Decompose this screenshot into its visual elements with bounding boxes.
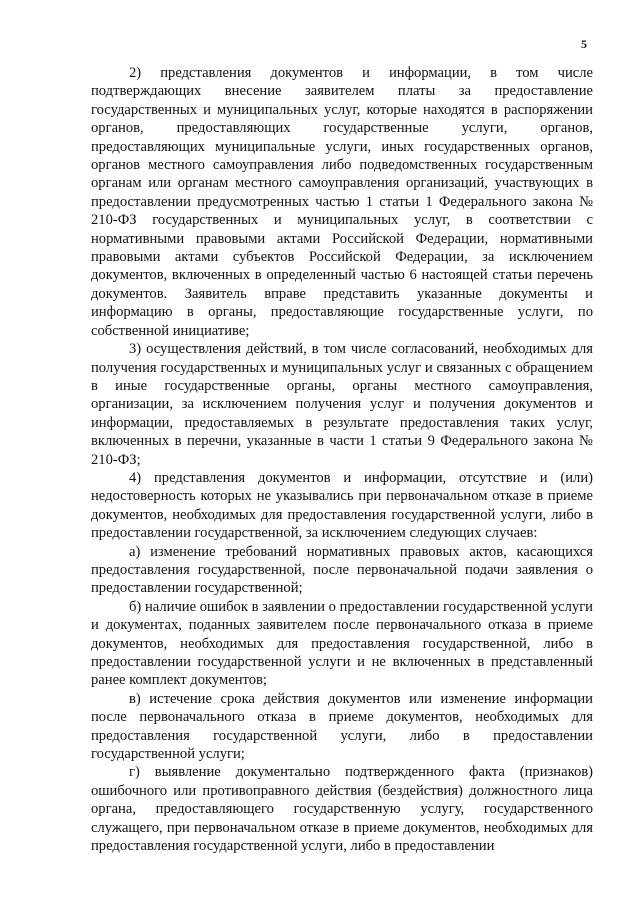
- paragraph-subitem-g: г) выявление документально подтвержденного факта (признаков) ошибочного или противоправного действия (бездействия) должностного лица органа, предоставляющего государственную услугу, государственного служащего, при первоначальном отказе в приеме документов, необходимых для предоставления государственной услуги, либо в предоставлении: [91, 764, 593, 855]
- paragraph-subitem-b: б) наличие ошибок в заявлении о предоставлении государственной услуги и документах, поданных заявителем после первоначального отказа в приеме документов, необходимых для предоставления государственной, либо в предоставлении государственной услуги и не включенных в представленный ранее комплект документов;: [91, 598, 593, 689]
- paragraph-item-3: 3) осуществления действий, в том числе согласований, необходимых для получения государственных и муниципальных услуг и связанных с обращением в иные государственные органы, органы местного самоуправления, организации, за исключением получения услуг и получения документов и информации, предоставляемых в результате предоставления таких услуг, включенных в перечни, указанные в части 1 статьи 9 Федерального закона № 210-ФЗ;: [91, 341, 593, 468]
- paragraph-item-2: 2) представления документов и информации, в том числе подтверждающих внесение заявителем платы за предоставление государственных и муниципальных услуг, которые находятся в распоряжении органов, предоставляющих государственные услуги, органов, предоставляющих муниципальные услуги, иных государственных органов, органов местного самоуправления либо подведомственных государственным органам или органам местного самоуправления организаций, участвующих в предоставлении предусмотренных частью 1 статьи 1 Федерального закона № 210-ФЗ государственных и муниципальных услуг, в соответствии с нормативными правовыми актами Российской Федерации, нормативными правовыми актами субъектов Российской Федерации, за исключением документов, включенных в определенный частью 6 настоящей статьи перечень документов. Заявитель вправе представить указанные документы и информацию в органы, предоставляющие государственные услуги, по собственной инициативе;: [91, 65, 593, 339]
- document-body: [91, 64, 593, 855]
- page-number: 5: [581, 37, 587, 51]
- paragraph-item-4: 4) представления документов и информации, отсутствие и (или) недостоверность которых не указывались при первоначальном отказе в приеме документов, необходимых для предоставления государственной услуги, либо в предоставлении государственной, за исключением следующих случаев:: [91, 469, 593, 542]
- paragraph-subitem-a: а) изменение требований нормативных правовых актов, касающихся предоставления государственной, после первоначальной подачи заявления о предоставлении государственной;: [91, 543, 593, 597]
- paragraph-subitem-v: в) истечение срока действия документов или изменение информации после первоначального отказа в приеме документов, необходимых для предоставления государственной услуги, либо в предоставлении государственной услуги;: [91, 690, 593, 763]
